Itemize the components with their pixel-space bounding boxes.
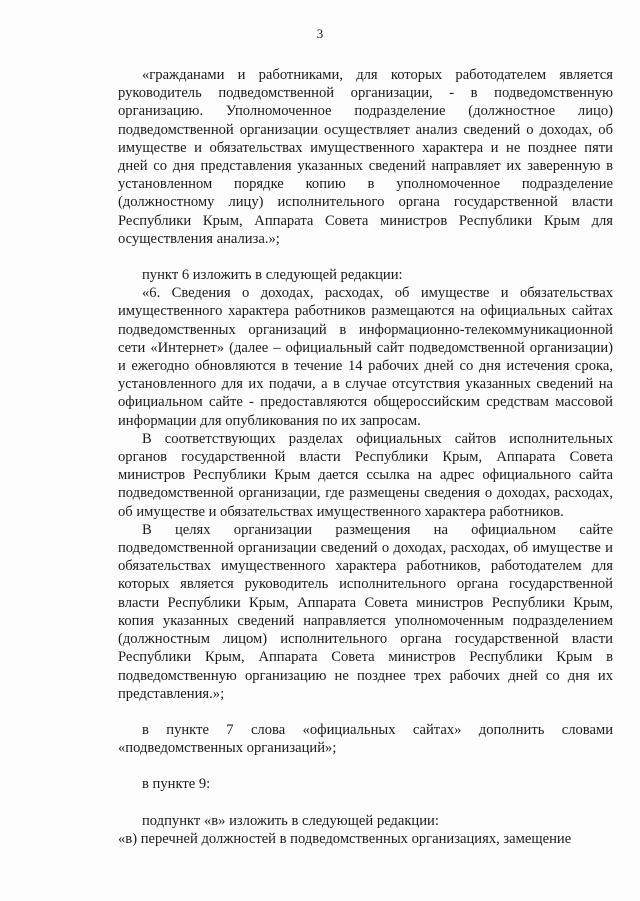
document-body	[118, 66, 613, 848]
paragraph-point-6: «6. Сведения о доходах, расходах, об имуществе и обязательствах имущественного характера работников размещаются на официальных сайтах подведомственных организаций в информационно-телекоммуникационной сети «Интернет» (далее – официальный сайт подведомственной организации) и ежегодно обновляются в течение 14 рабочих дней со дня истечения срока, установленного для их подачи, а в случае отсутствия указанных сведений на официальном сайте - предоставляются общероссийским средствам массовой информации для опубликования по их запросам.	[118, 285, 613, 429]
paragraph-subpoint-v: «в) перечней должностей в подведомственных организациях, замещение	[118, 830, 572, 847]
page-number: 3	[316, 26, 324, 41]
paragraph-continuation: «гражданами и работниками, для которых работодателем является руководитель подведомственной организации, - в подведомственную организацию. Уполномоченное подразделение (должностное лицо) подведомственной организации осуществляет анализ сведений о доходах, об имуществе и обязательствах имущественного характера и не позднее пяти дней со дня представления указанных сведений направляет их заверенную в установленном порядке копию в уполномоченное подразделение (должностному лицу) исполнительного органа государственной власти Республики Крым, Аппарата Совета министров Республики Крым для осуществления анализа.»;	[118, 67, 613, 247]
paragraph-point-9: в пункте 9:	[142, 776, 211, 793]
paragraph-organization-placement: В целях организации размещения на официальном сайте подведомственной организации сведений о доходах, расходах, об имуществе и обязательствах имущественного характера работников, работодателем для которых является руководитель исполнительного органа государственной власти Республики Крым, Аппарата Совета министров Республики Крым, копия указанных сведений направляется уполномоченным подразделением (должностным лицом) исполнительного органа государственной власти Республики Крым, Аппарата Совета министров Республики Крым в подведомственную организацию не позднее трех рабочих дней со дня их представления.»;	[118, 521, 613, 702]
paragraph-sections-link: В соответствующих разделах официальных сайтов исполнительных органов государственной власти Республики Крым, Аппарата Совета министров Республики Крым дается ссылка на адрес официального сайта подведомственной организации, где размещены сведения о доходах, расходах, об имуществе и обязательствах имущественного характера работников.	[118, 430, 613, 520]
paragraph-subpoint-v-instruction: подпункт «в» изложить в следующей редакции:	[142, 812, 439, 829]
paragraph-instruction-point-6: пункт 6 изложить в следующей редакции:	[142, 267, 403, 284]
paragraph-point-7: в пункте 7 слова «официальных сайтах» дополнить словами «подведомственных организаций»;	[118, 721, 613, 757]
